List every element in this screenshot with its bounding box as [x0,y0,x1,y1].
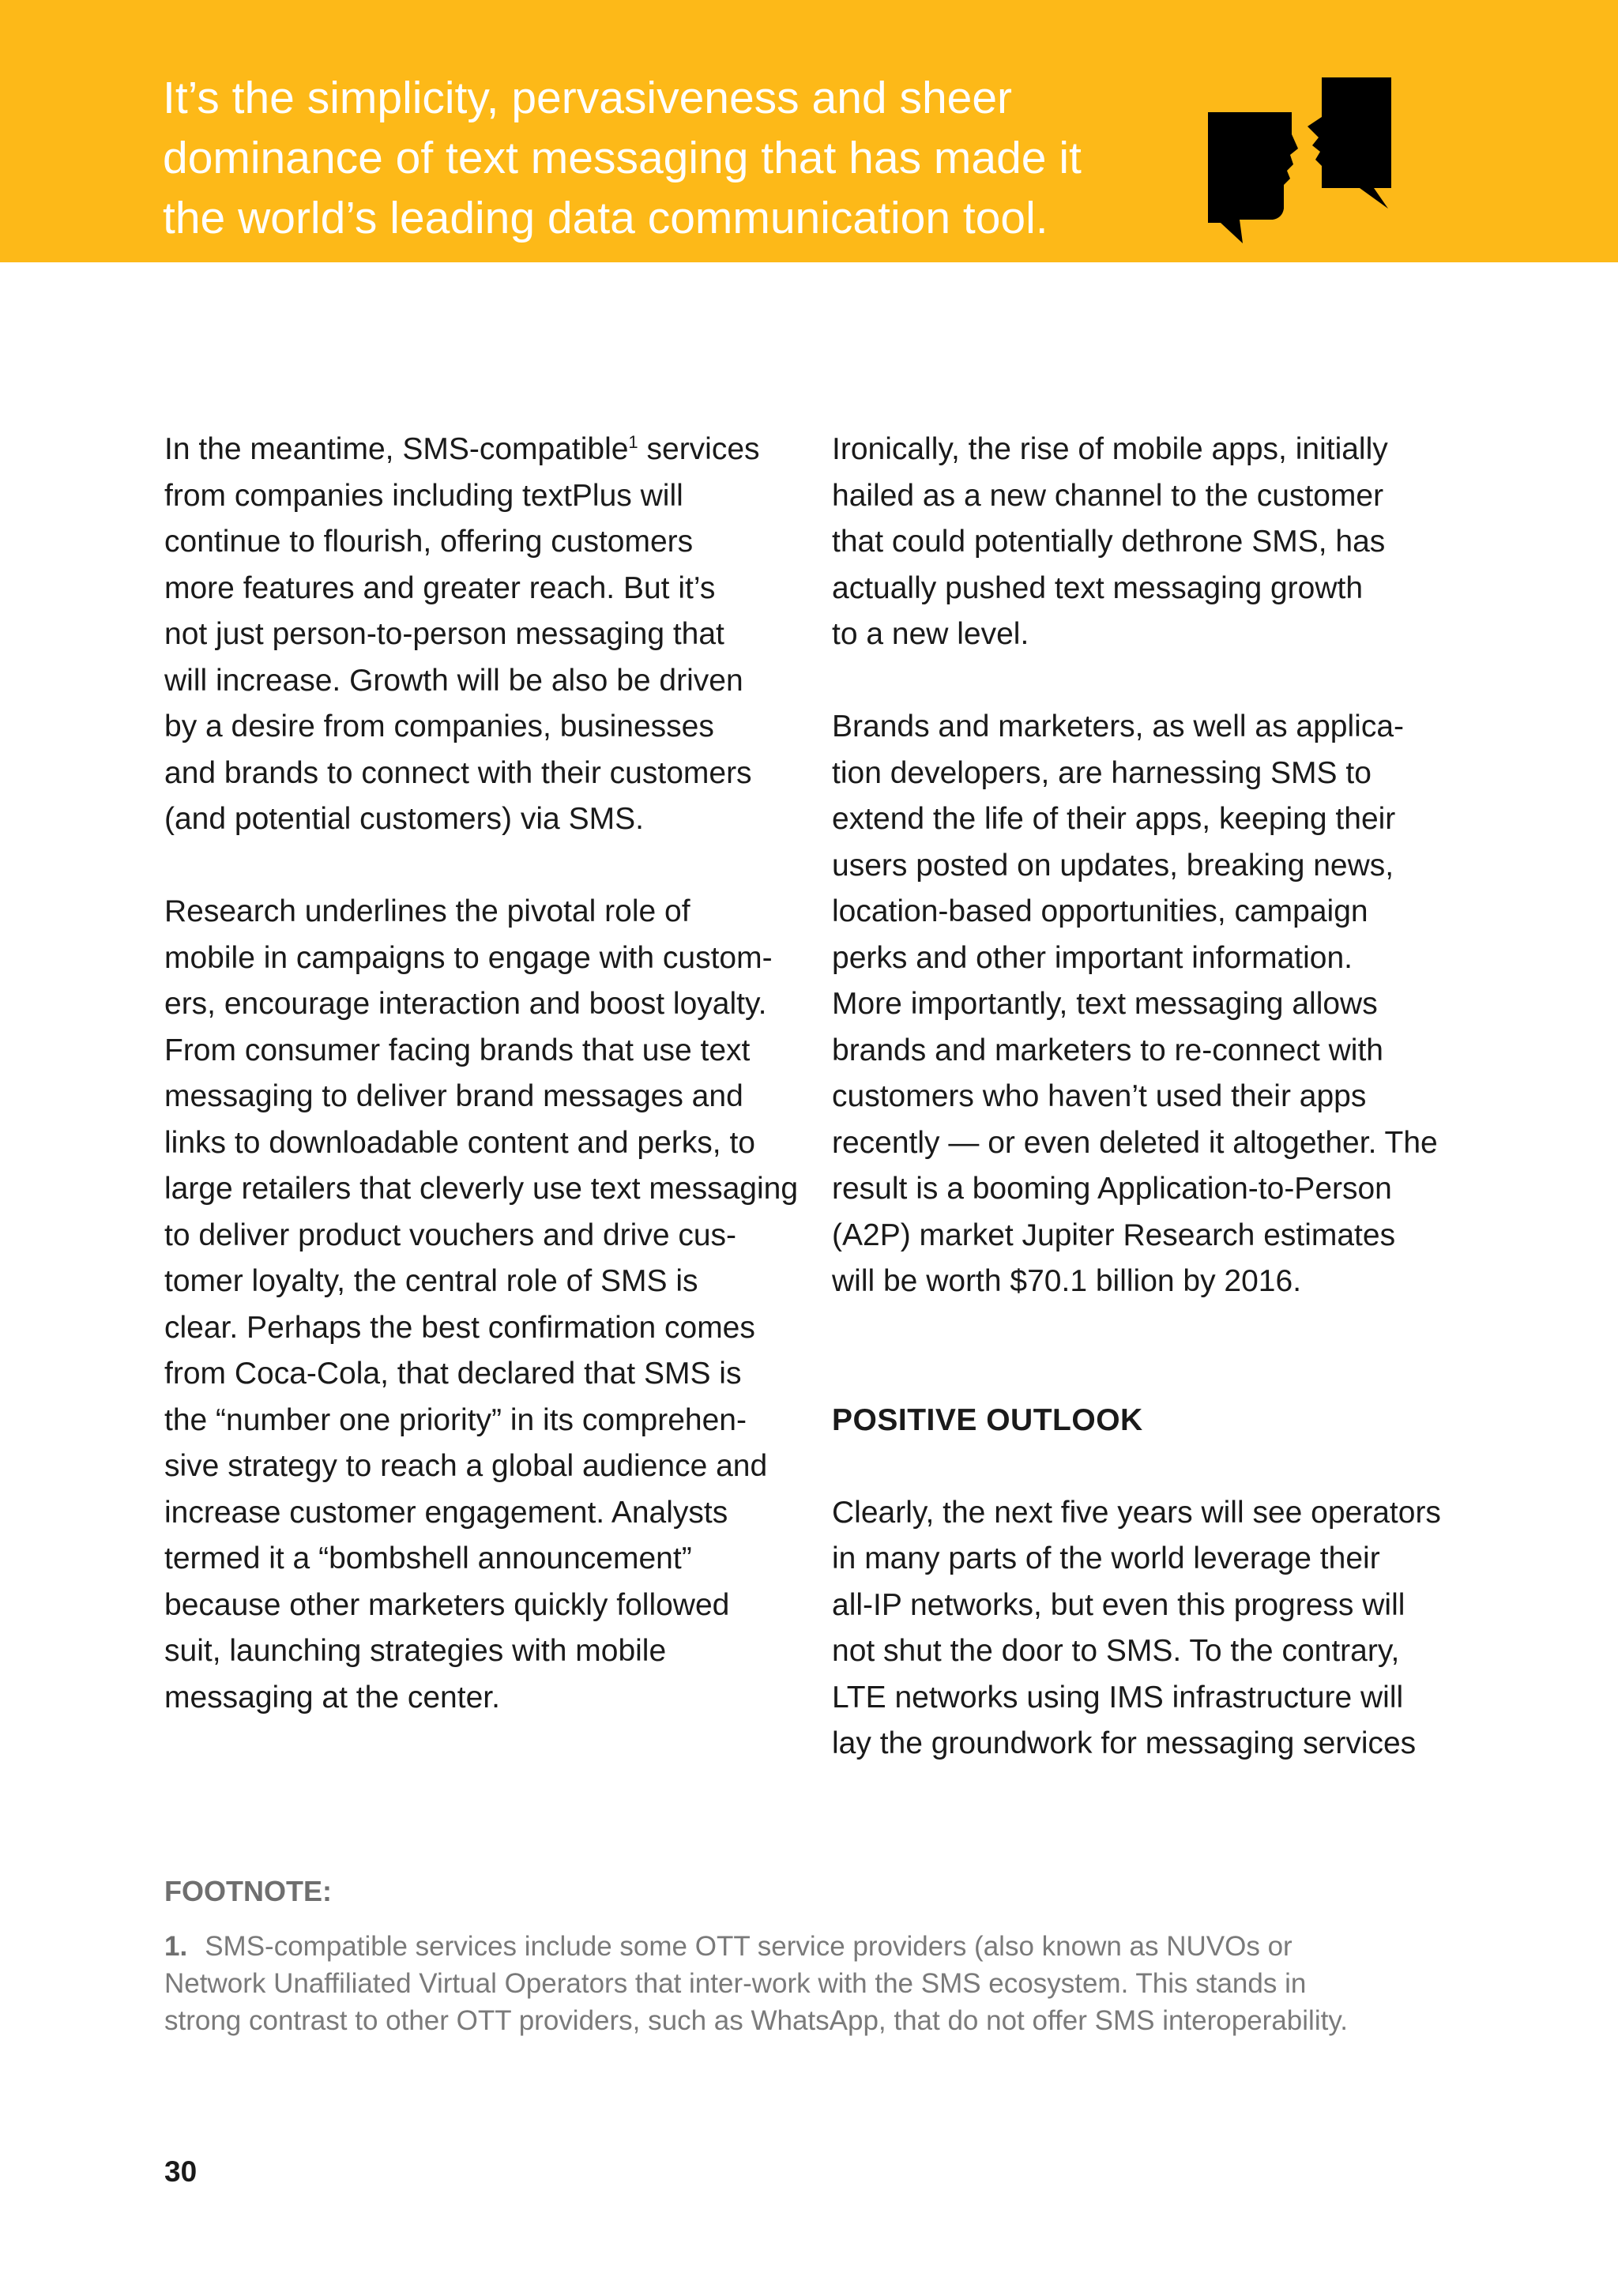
text-line: actually pushed text messaging growth [832,570,1364,605]
text-line [164,427,796,473]
left-column [164,427,799,1721]
text-line: from companies including textPlus will [164,478,683,513]
text-line: result is a booming Application-to-Person [832,1172,1392,1206]
text-line: recently — or even deleted it altogether. The [832,1125,1438,1160]
footnote-line [164,1928,1492,1965]
text-line: tion developers, are harnessing SMS to [832,755,1372,790]
text-line: not shut the door to SMS. To the contrary, [832,1634,1400,1668]
body-paragraph [832,427,1464,658]
text-line: sive strategy to reach a global audience and [164,1449,768,1483]
text-line: links to downloadable content and perks, to [164,1125,755,1160]
section-heading: POSITIVE OUTLOOK [832,1402,1143,1437]
footnote-heading: FOOTNOTE: [164,1875,332,1907]
text-line: mobile in campaigns to engage with custom- [164,940,773,975]
page-number: 30 [164,2155,198,2188]
text-line: from Coca-Cola, that declared that SMS is [164,1357,742,1391]
body-paragraph [832,704,1464,1305]
text-line: ers, encourage interaction and boost loyalty. [164,987,767,1021]
text-line: tomer loyalty, the central role of SMS is [164,1264,698,1298]
footnote-text [164,1928,1492,2039]
text-fragment: In the meantime, SMS-compatible [164,432,629,466]
body-paragraph [832,1490,1464,1767]
pull-quote [163,68,1206,248]
body-paragraph [164,889,799,1721]
text-fragment: services [638,432,760,466]
text-line: customers who haven’t used their apps [832,1079,1367,1113]
text-line: by a desire from companies, businesses [164,710,714,743]
text-line: to a new level. [832,617,1029,651]
text-line: continue to flourish, offering customers [164,525,694,559]
pull-quote-line: It’s the simplicity, pervasiveness and sheer [163,73,1013,123]
text-line: Brands and marketers, as well as applica- [832,710,1404,743]
text-line: brands and marketers to re-connect with [832,1033,1384,1067]
text-line: because other marketers quickly followed [164,1587,730,1622]
text-line: that could potentially dethrone SMS, has [832,525,1386,559]
text-line: location-based opportunities, campaign [832,894,1368,928]
text-line: messaging at the center. [164,1680,500,1714]
text-fragment: SMS-compatible services include some OTT service providers (also known as NUVOs or [205,1931,1293,1962]
header-banner [0,0,1618,262]
text-line: lay the groundwork for messaging services [832,1726,1417,1760]
text-line: (A2P) market Jupiter Research estimates [832,1218,1396,1252]
footnote-line: strong contrast to other OTT providers, such as WhatsApp, that do not offer SMS interoperability. [164,2005,1348,2036]
text-line: extend the life of their apps, keeping their [832,802,1396,836]
text-line: Ironically, the rise of mobile apps, initially [832,432,1388,466]
text-line: From consumer facing brands that use text [164,1033,751,1067]
footnote-line: Network Unaffiliated Virtual Operators that inter-work with the SMS ecosystem. This stands in [164,1968,1307,1999]
text-line: users posted on updates, breaking news, [832,848,1394,883]
pull-quote-line: the world’s leading data communication tool. [163,193,1048,243]
text-line: more features and greater reach. But it’s [164,570,716,605]
text-line: LTE networks using IMS infrastructure will [832,1680,1404,1714]
body-paragraph [164,427,796,843]
right-column [832,427,1464,1767]
text-line: will increase. Growth will be also be driven [164,663,743,698]
text-line: termed it a “bombshell announcement” [164,1541,692,1575]
text-line: large retailers that cleverly use text messaging [164,1172,799,1206]
text-line: will be worth $70.1 billion by 2016. [832,1264,1302,1298]
text-line: clear. Perhaps the best confirmation comes [164,1310,755,1345]
text-line: the “number one priority” in its comprehen- [164,1402,747,1437]
text-line: all-IP networks, but even this progress will [832,1587,1405,1622]
text-line: More importantly, text messaging allows [832,987,1378,1021]
text-line: messaging to deliver brand messages and [164,1079,743,1113]
text-line: and brands to connect with their customers [164,755,752,790]
text-line: not just person-to-person messaging that [164,617,724,651]
pull-quote-line: dominance of text messaging that has made it [163,133,1082,183]
text-line: increase customer engagement. Analysts [164,1495,728,1530]
text-line: Research underlines the pivotal role of [164,894,690,928]
text-line: perks and other important information. [832,940,1353,975]
text-line: suit, launching strategies with mobile [164,1634,667,1668]
footnote-section [164,1873,1492,2039]
text-line: Clearly, the next five years will see operators [832,1495,1441,1530]
text-line: to deliver product vouchers and drive cus- [164,1218,737,1252]
two-faces-speech-bubbles-icon [1205,73,1394,247]
footnote-reference: 1 [628,432,638,452]
text-line: hailed as a new channel to the customer [832,478,1384,513]
footnote-number: 1. [164,1931,188,1962]
text-line: in many parts of the world leverage their [832,1541,1380,1575]
text-line: (and potential customers) via SMS. [164,802,644,836]
